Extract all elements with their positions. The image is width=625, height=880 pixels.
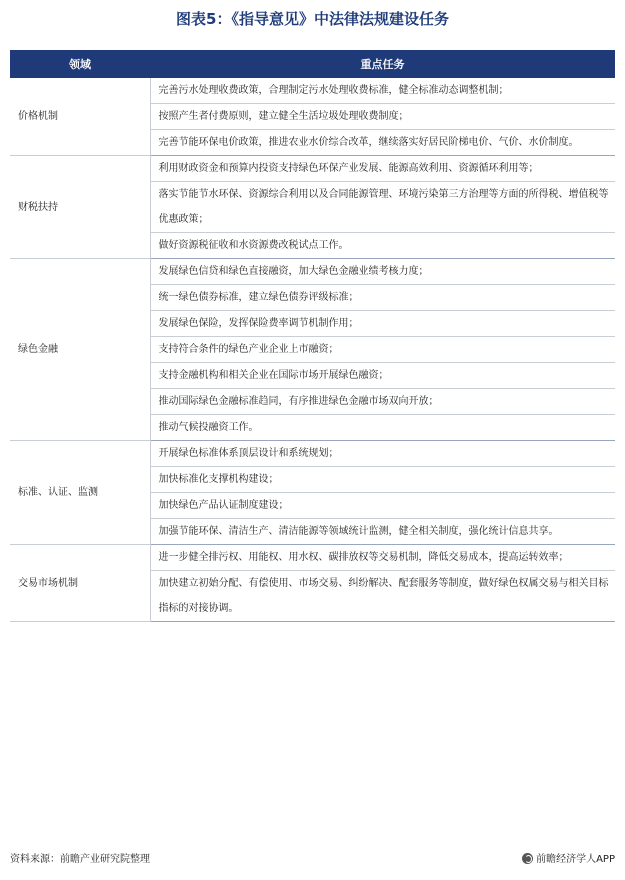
domain-cell: 财税扶持	[10, 156, 150, 259]
task-cell: 推动国际绿色金融标准趋同，有序推进绿色金融市场双向开放；	[150, 389, 615, 415]
policy-table	[10, 50, 615, 622]
task-cell: 按照产生者付费原则，建立健全生活垃圾处理收费制度；	[150, 104, 615, 130]
task-cell: 加快绿色产品认证制度建设；	[150, 493, 615, 519]
table-row	[10, 156, 615, 182]
task-cell: 完善污水处理收费政策，合理制定污水处理收费标准，健全标准动态调整机制；	[150, 78, 615, 104]
task-cell: 加强节能环保、清洁生产、清洁能源等领域统计监测，健全相关制度，强化统计信息共享。	[150, 519, 615, 545]
task-cell: 加快标准化支撑机构建设；	[150, 467, 615, 493]
task-cell: 统一绿色债券标准，建立绿色债券评级标准；	[150, 285, 615, 311]
header-tasks: 重点任务	[150, 50, 615, 78]
task-cell: 开展绿色标准体系顶层设计和系统规划；	[150, 441, 615, 467]
task-cell: 落实节能节水环保、资源综合利用以及合同能源管理、环境污染第三方治理等方面的所得税、增值税等优惠政策；	[150, 182, 615, 233]
table-row	[10, 441, 615, 467]
domain-cell: 标准、认证、监测	[10, 441, 150, 545]
task-cell: 支持符合条件的绿色产业企业上市融资；	[150, 337, 615, 363]
task-cell: 发展绿色信贷和绿色直接融资，加大绿色金融业绩考核力度；	[150, 259, 615, 285]
task-cell: 加快建立初始分配、有偿使用、市场交易、纠纷解决、配套服务等制度，做好绿色权属交易与相关目标指标的对接协调。	[150, 571, 615, 622]
task-cell: 进一步健全排污权、用能权、用水权、碳排放权等交易机制，降低交易成本，提高运转效率；	[150, 545, 615, 571]
chart-title: 图表5：《指导意见》中法律法规建设任务	[176, 10, 449, 28]
table-row	[10, 78, 615, 104]
task-cell: 做好资源税征收和水资源费改税试点工作。	[150, 233, 615, 259]
qianzhan-logo-icon	[522, 853, 533, 864]
task-cell: 支持金融机构和相关企业在国际市场开展绿色融资；	[150, 363, 615, 389]
task-cell: 完善节能环保电价政策，推进农业水价综合改革，继续落实好居民阶梯电价、气价、水价制度。	[150, 130, 615, 156]
domain-cell: 价格机制	[10, 78, 150, 156]
table-row	[10, 259, 615, 285]
table-row	[10, 545, 615, 571]
task-cell: 发展绿色保险，发挥保险费率调节机制作用；	[150, 311, 615, 337]
brand-name: 前瞻经济学人APP	[536, 854, 615, 865]
domain-cell: 绿色金融	[10, 259, 150, 441]
header-domain: 领域	[10, 50, 150, 78]
table-header-row	[10, 50, 615, 78]
task-cell: 利用财政资金和预算内投资支持绿色环保产业发展、能源高效利用、资源循环利用等；	[150, 156, 615, 182]
domain-cell: 交易市场机制	[10, 545, 150, 622]
source-note: 资料来源：前瞻产业研究院整理	[10, 854, 150, 865]
task-cell: 推动气候投融资工作。	[150, 415, 615, 441]
brand-credit	[522, 852, 615, 868]
